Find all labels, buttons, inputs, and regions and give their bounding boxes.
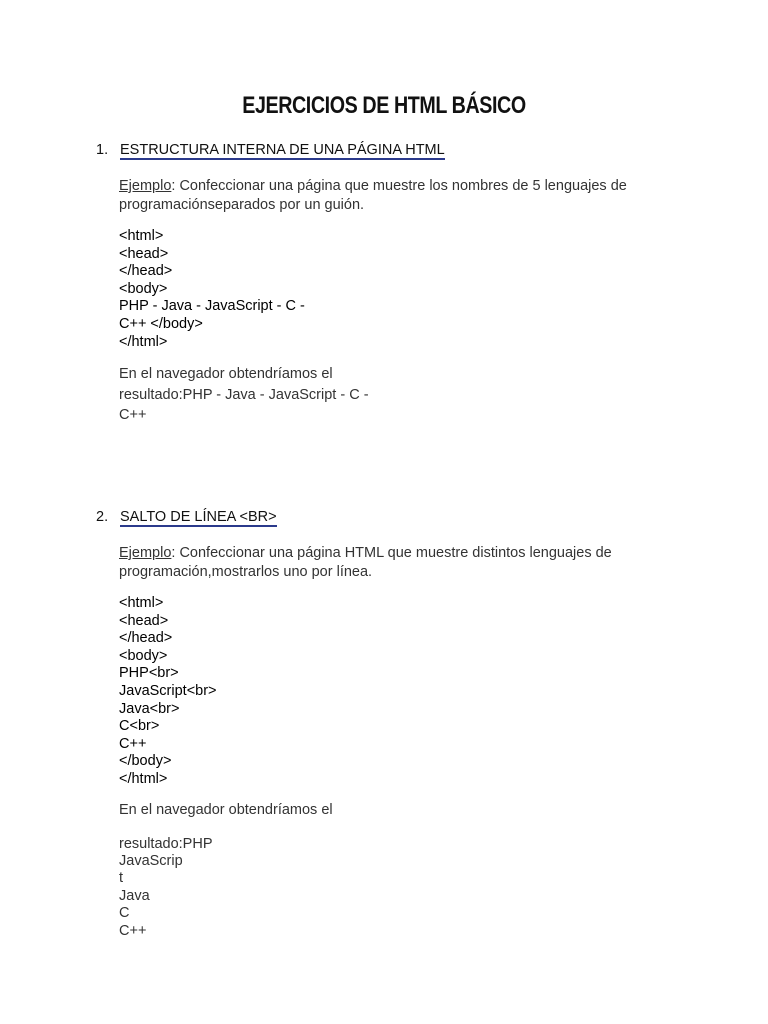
code-line: C<br> bbox=[119, 718, 160, 735]
code-line: JavaScript<br> bbox=[119, 682, 217, 699]
example-label: Ejemplo bbox=[119, 545, 172, 561]
code-block bbox=[119, 228, 676, 351]
section-title: SALTO DE LÍNEA <BR> bbox=[120, 509, 277, 525]
code-line: PHP - Java - JavaScript - C - bbox=[119, 298, 305, 315]
code-line: <body> bbox=[119, 280, 168, 297]
code-line: </head> bbox=[119, 630, 173, 647]
section-heading bbox=[96, 509, 676, 529]
code-line: </head> bbox=[119, 263, 173, 280]
example-text: : Confeccionar una página HTML que muestre distintos lenguajes de programación,mostrarlos uno por línea. bbox=[119, 545, 612, 580]
result-block bbox=[119, 364, 676, 426]
result-line: En el navegador obtendríamos el bbox=[119, 366, 333, 383]
code-line: Java<br> bbox=[119, 700, 180, 717]
code-line: </body> bbox=[119, 753, 172, 770]
code-line: <body> bbox=[119, 647, 168, 664]
example-label: Ejemplo bbox=[119, 178, 172, 194]
result-line: Java bbox=[119, 887, 150, 904]
section-2 bbox=[96, 509, 676, 940]
code-block bbox=[119, 595, 676, 789]
code-line: <html> bbox=[119, 228, 164, 244]
code-line: C++ </body> bbox=[119, 315, 203, 332]
result-block bbox=[119, 836, 676, 940]
code-line: PHP<br> bbox=[119, 665, 179, 682]
code-line: <head> bbox=[119, 245, 169, 262]
example-text: : Confeccionar una página que muestre los nombres de 5 lenguajes de programaciónseparados por un guión. bbox=[119, 178, 627, 213]
result-line: JavaScrip bbox=[119, 852, 183, 869]
result-line: C++ bbox=[119, 922, 147, 939]
section-number: 1. bbox=[96, 142, 109, 158]
code-line: <head> bbox=[119, 612, 169, 629]
result-line: C++ bbox=[119, 407, 147, 424]
result-line: resultado:PHP - Java - JavaScript - C - bbox=[119, 386, 369, 403]
section-1 bbox=[96, 142, 676, 426]
section-body bbox=[119, 544, 676, 940]
section-number: 2. bbox=[96, 509, 109, 525]
result-line: t bbox=[119, 870, 124, 887]
document-title: EJERCICIOS DE HTML BÁSICO bbox=[242, 92, 526, 119]
code-line: C++ bbox=[119, 735, 147, 752]
result-line: C bbox=[119, 905, 130, 922]
section-body bbox=[119, 177, 676, 426]
result-intro: En el navegador obtendríamos el bbox=[119, 801, 333, 818]
example-paragraph bbox=[119, 544, 676, 582]
example-paragraph bbox=[119, 177, 676, 215]
section-title: ESTRUCTURA INTERNA DE UNA PÁGINA HTML bbox=[120, 142, 445, 158]
code-line: </html> bbox=[119, 770, 168, 787]
code-line: <html> bbox=[119, 595, 164, 611]
section-heading bbox=[96, 142, 676, 162]
code-line: </html> bbox=[119, 333, 168, 350]
result-line: resultado:PHP bbox=[119, 835, 213, 852]
